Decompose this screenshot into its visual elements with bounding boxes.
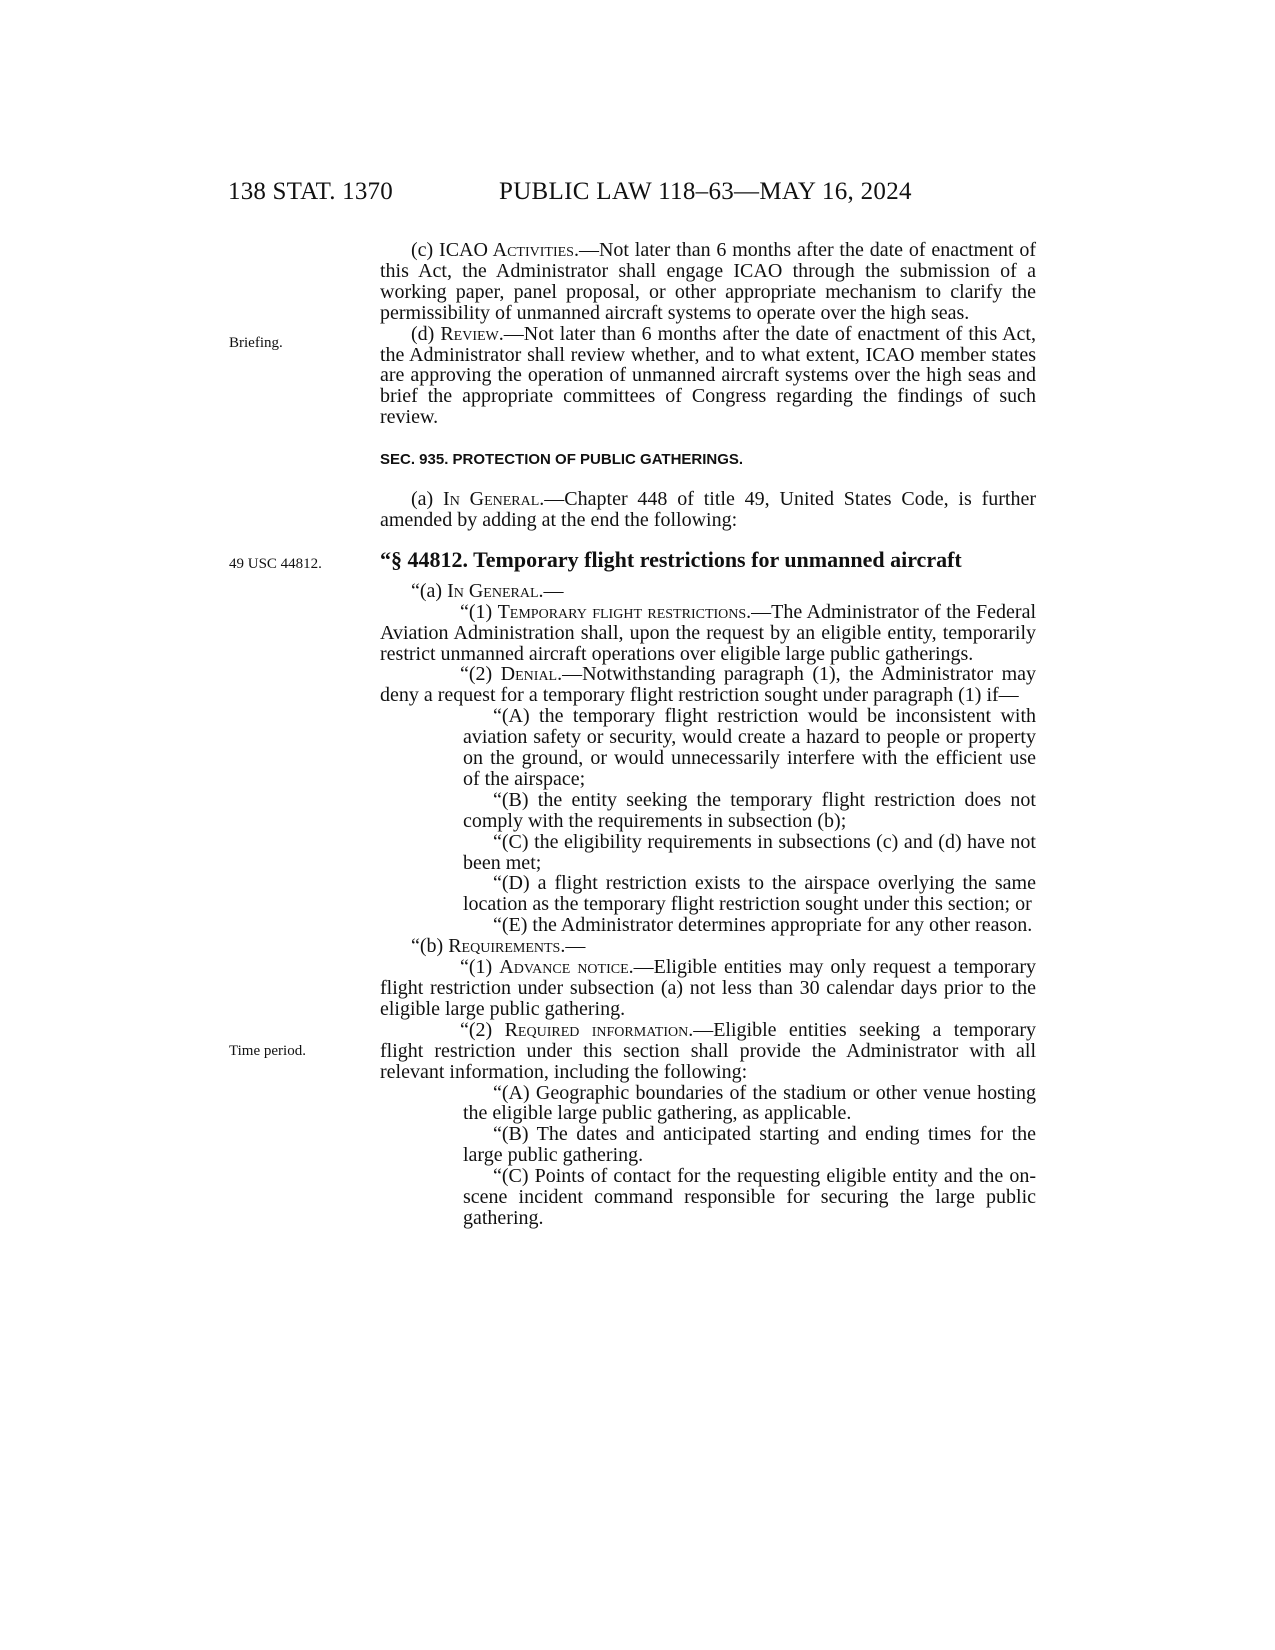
margin-note-briefing: Briefing. [229, 335, 283, 351]
margin-note-usc: 49 USC 44812. [229, 556, 322, 572]
b-heading: “(b) Requirements.— [411, 935, 586, 958]
a2-item-c: “(C) the eligibility requirements in subsections (c) and (d) have not been met; [463, 830, 1036, 874]
section-heading: SEC. 935. PROTECTION OF PUBLIC GATHERINGS. [380, 451, 744, 469]
paragraph-a1: “(1) Temporary flight restrictions.—The Administrator of the Federal Aviation Administration shall, upon the request by an eligible entity, temporarily restrict unmanned aircraft operations over eligible large public gatherings. [380, 600, 1036, 665]
paragraph-b1: “(1) Advance notice.—Eligible entities may only request a temporary flight restriction under subsection (a) not less than 30 calendar days prior to the eligible large public gathering. [380, 956, 1036, 1020]
b2-item-c: “(C) Points of contact for the requesting eligible entity and the on-scene incident command responsible for securing the large public gathering. [463, 1165, 1036, 1229]
page-body [380, 240, 1036, 1229]
margin-note-time-period: Time period. [229, 1043, 306, 1059]
a2-item-d: “(D) a flight restriction exists to the airspace overlying the same location as the temporary flight restriction sought under this section; or [463, 872, 1036, 916]
paragraph-a2: “(2) Denial.—Notwithstanding paragraph (1), the Administrator may deny a request for a temporary flight restriction sought under paragraph (1) if— [380, 663, 1036, 707]
subsection-d: (d) Review.—Not later than 6 months after the date of enactment of this Act, the Administrator shall review whether, and to what extent, ICAO member states are approving the operation of unmanned aircraft systems over the high seas and brief the appropriate committees of Congress regarding the findings of such review. [380, 322, 1036, 429]
paragraph-b2: “(2) Required information.—Eligible entities seeking a temporary flight restriction under this section shall provide the Administrator with all relevant information, including the following: [380, 1018, 1036, 1083]
b2-item-a: “(A) Geographic boundaries of the stadium or other venue hosting the eligible large public gathering, as applicable. [463, 1081, 1036, 1125]
a2-item-a: “(A) the temporary flight restriction would be inconsistent with aviation safety or security, would create a hazard to people or property on the ground, or would unnecessarily interfere with the efficient use of the airspace; [463, 705, 1036, 790]
section-44812-title: “§ 44812. Temporary flight restrictions for unmanned aircraft [380, 546, 962, 572]
sec935-subsection-a: (a) In General.—Chapter 448 of title 49, United States Code, is further amended by adding at the end the following: [380, 488, 1036, 531]
running-head: PUBLIC LAW 118–63—MAY 16, 2024 [499, 178, 912, 205]
subsection-d-heading: Review [440, 322, 499, 345]
stat-citation: 138 STAT. 1370 [228, 178, 393, 205]
a2-item-b: “(B) the entity seeking the temporary flight restriction does not comply with the requirements in subsection (b); [463, 788, 1036, 832]
page-header [228, 178, 1034, 214]
a-heading: “(a) In General.— [411, 579, 564, 602]
subsection-c-heading: ICAO Activities [439, 239, 574, 261]
a2-item-e: “(E) the Administrator determines appropriate for any other reason. [493, 914, 1033, 937]
b2-item-b: “(B) The dates and anticipated starting and ending times for the large public gathering. [463, 1123, 1036, 1167]
subsection-c: (c) ICAO Activities.—Not later than 6 months after the date of enactment of this Act, the Administrator shall engage ICAO through the submission of a working paper, panel proposal, or other appropriate mechanism to clarify the permissibility of unmanned aircraft systems to operate over the high seas. [380, 239, 1036, 324]
